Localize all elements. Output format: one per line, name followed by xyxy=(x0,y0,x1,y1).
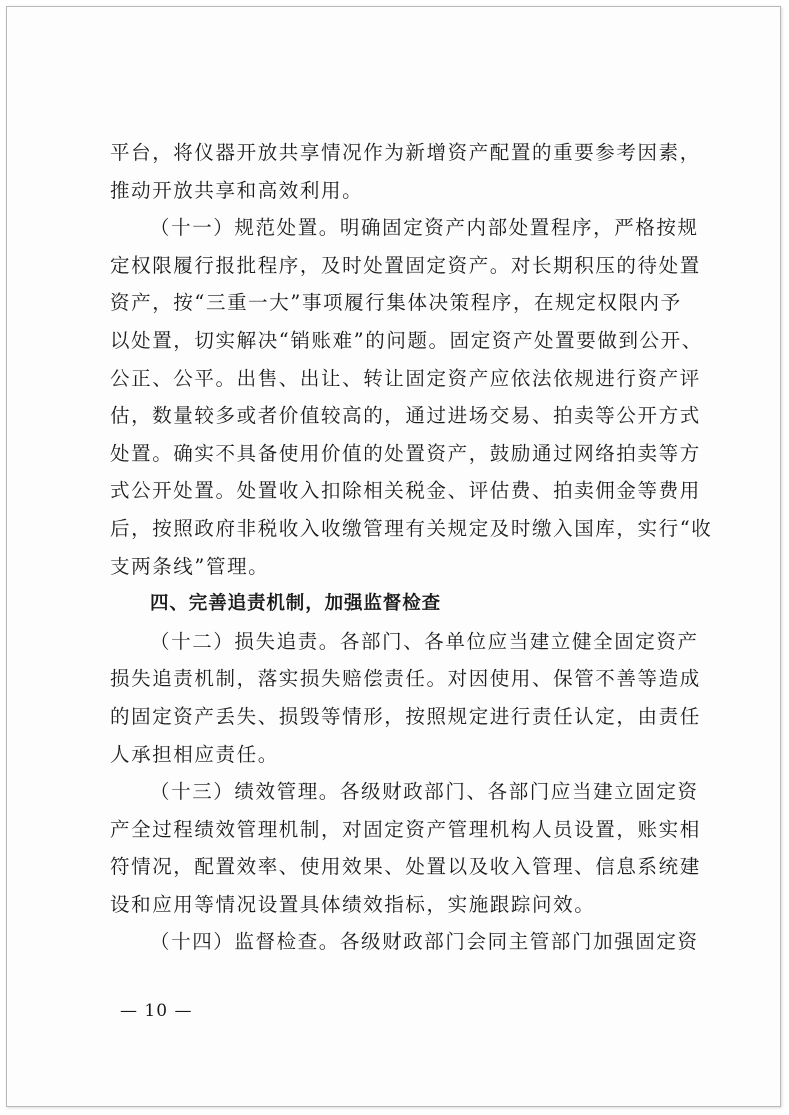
text-line: 后，按照政府非税收入收缴管理有关规定及时缴入国库，实行“收 xyxy=(110,516,713,540)
text-line: 估，数量较多或者价值较高的，通过进场交易、拍卖等公开方式 xyxy=(110,404,701,428)
text-line: 资产，按“三重一大”事项履行集体决策程序，在规定权限内予 xyxy=(110,291,682,315)
text-line: （十一）规范处置。明确固定资产内部处置程序，严格按规 xyxy=(150,216,699,240)
text-line: 符情况，配置效率、使用效果、处置以及收入管理、信息系统建 xyxy=(110,855,701,879)
text-line: 公正、公平。出售、出让、转让固定资产应依法依规进行资产评 xyxy=(110,366,701,390)
text-line: 式公开处置。处置收入扣除相关税金、评估费、拍卖佣金等费用 xyxy=(110,479,701,503)
text-line: （十二）损失追责。各部门、各单位应当建立健全固定资产 xyxy=(150,629,699,653)
text-line: 人承担相应责任。 xyxy=(110,742,279,766)
section-heading: 四、完善追责机制，加强监督检查 xyxy=(150,593,442,615)
text-line: 的固定资产丢失、损毁等情形，按照规定进行责任认定，由责任 xyxy=(110,704,701,728)
text-line: 推动开放共享和高效利用。 xyxy=(110,178,364,202)
text-line: 处置。确实不具备使用价值的处置资产，鼓励通过网络拍卖等方 xyxy=(110,441,701,465)
document-page xyxy=(6,6,781,1107)
text-line: 平台，将仪器开放共享情况作为新增资产配置的重要参考因素， xyxy=(110,141,701,164)
text-line: 支两条线”管理。 xyxy=(110,554,270,578)
text-line: 产全过程绩效管理机制，对固定资产管理机构人员设置，账实相 xyxy=(110,817,701,841)
text-line: （十四）监督检查。各级财政部门会同主管部门加强固定资 xyxy=(150,930,699,954)
document-body xyxy=(110,134,713,961)
text-line: 定权限履行报批程序，及时处置固定资产。对长期积压的待处置 xyxy=(110,253,701,277)
text-line: 设和应用等情况设置具体绩效指标，实施跟踪问效。 xyxy=(110,892,596,916)
text-line: （十三）绩效管理。各级财政部门、各部门应当建立固定资 xyxy=(150,780,699,804)
page-number: — 10 — xyxy=(120,1001,193,1021)
text-line: 以处置，切实解决“销账难”的问题。固定资产处置要做到公开、 xyxy=(110,328,703,352)
text-line: 损失追责机制，落实损失赔偿责任。对因使用、保管不善等造成 xyxy=(110,667,701,691)
